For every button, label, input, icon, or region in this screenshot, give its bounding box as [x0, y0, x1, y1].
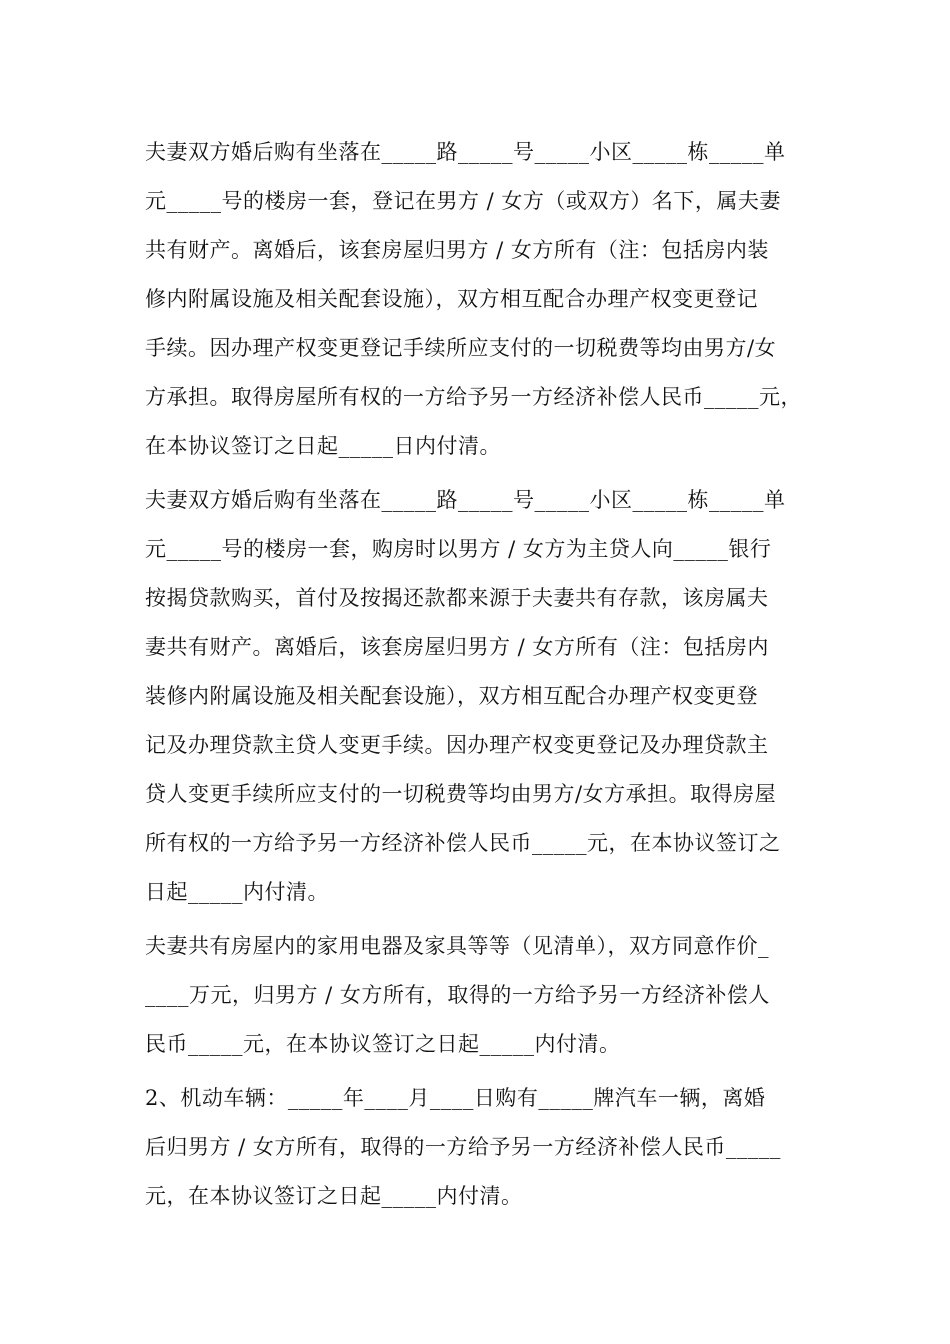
- text-line: 夫妻共有房屋内的家用电器及家具等等（见清单），双方同意作价_: [145, 934, 769, 958]
- text-line: 共有财产。离婚后，该套房屋归男方 / 女方所有（注：包括房内装: [145, 238, 769, 262]
- text-line: 在本协议签订之日起_____日内付清。: [145, 434, 501, 458]
- text-line: 2、机动车辆：_____年____月____日购有_____牌汽车一辆，离婚: [145, 1086, 766, 1110]
- paragraph-appliances-furniture: [145, 922, 825, 1069]
- text-line: 手续。因办理产权变更登记手续所应支付的一切税费等均由男方/女: [145, 336, 777, 360]
- text-line: 贷人变更手续所应支付的一切税费等均由男方/女方承担。取得房屋: [145, 782, 777, 806]
- text-line: 记及办理贷款主贷人变更手续。因办理产权变更登记及办理贷款主: [145, 733, 769, 757]
- text-line: 夫妻双方婚后购有坐落在_____路_____号_____小区_____栋_____单: [145, 140, 786, 164]
- text-line: 装修内附属设施及相关配套设施），双方相互配合办理产权变更登: [145, 684, 758, 708]
- text-line: 修内附属设施及相关配套设施），双方相互配合办理产权变更登记: [145, 287, 758, 311]
- text-line: 后归男方 / 女方所有，取得的一方给予另一方经济补偿人民币_____: [145, 1135, 781, 1159]
- text-line: 民币_____元，在本协议签订之日起_____内付清。: [145, 1032, 621, 1056]
- paragraph-house-mortgage: [145, 476, 825, 917]
- paragraph-motor-vehicle: [145, 1074, 825, 1221]
- text-line: 元，在本协议签订之日起_____内付清。: [145, 1184, 523, 1208]
- text-line: ____万元，归男方 / 女方所有，取得的一方给予另一方经济补偿人: [145, 983, 770, 1007]
- text-line: 所有权的一方给予另一方经济补偿人民币_____元，在本协议签订之: [145, 831, 781, 855]
- paragraph-house-joint-ownership: [145, 128, 825, 471]
- text-line: 按揭贷款购买，首付及按揭还款都来源于夫妻共有存款，该房属夫: [145, 586, 769, 610]
- text-line: 方承担。取得房屋所有权的一方给予另一方经济补偿人民币_____元，: [145, 385, 802, 409]
- text-line: 元_____号的楼房一套，购房时以男方 / 女方为主贷人向_____银行: [145, 537, 772, 561]
- text-line: 夫妻双方婚后购有坐落在_____路_____号_____小区_____栋_____单: [145, 488, 786, 512]
- text-line: 元_____号的楼房一套，登记在男方 / 女方（或双方）名下，属夫妻: [145, 189, 781, 213]
- text-line: 日起_____内付清。: [145, 880, 329, 904]
- text-line: 妻共有财产。离婚后，该套房屋归男方 / 女方所有（注：包括房内: [145, 635, 769, 659]
